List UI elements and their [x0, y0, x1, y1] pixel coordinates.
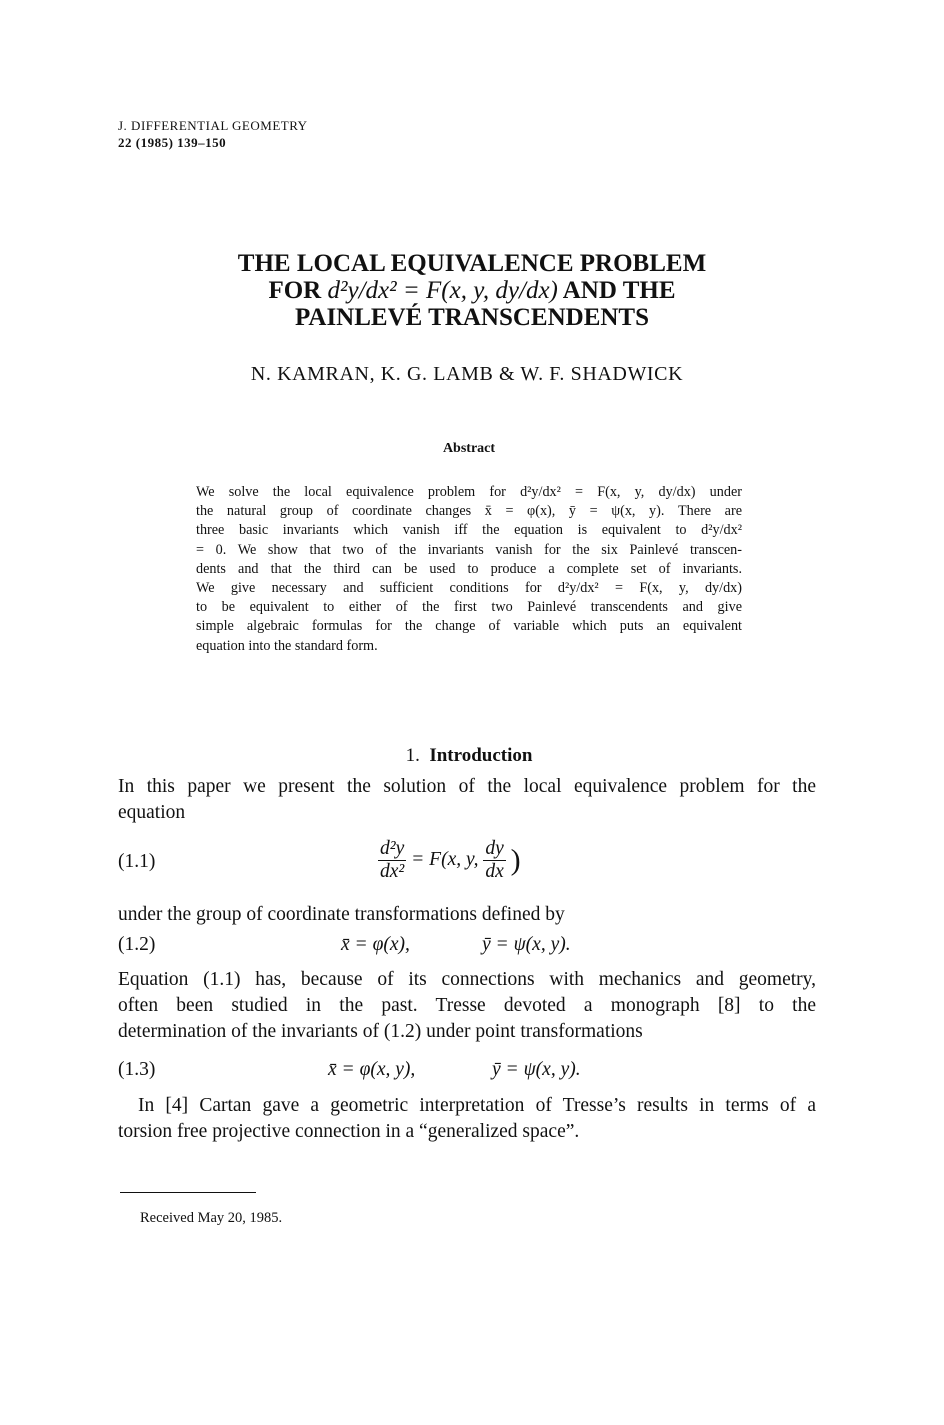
closing-paren: ) — [510, 843, 521, 877]
equation-1-3-part-1: x̄ = φ(x, y), — [328, 1059, 416, 1080]
paragraph-line: In this paper we present the solution of the local equivalence problem for the — [118, 776, 816, 797]
title-line-2-pre: FOR — [268, 277, 328, 304]
journal-volume: 22 (1985) 139–150 — [118, 135, 227, 150]
abstract-line: We solve the local equivalence problem for d²y/dx² = F(x, y, dy/dx) under — [196, 484, 742, 500]
title-line-2 — [0, 277, 944, 304]
equation-1-1 — [378, 838, 521, 883]
fraction-numerator: d²y — [380, 838, 405, 859]
paragraph-line: determination of the invariants of (1.2) under point transformations — [118, 1021, 643, 1042]
paragraph-1 — [118, 774, 816, 826]
fraction-denominator: dx — [485, 861, 504, 882]
paragraph-line: In [4] Cartan gave a geometric interpretation of Tresse’s results in terms of a — [138, 1095, 816, 1116]
section-number: 1. — [405, 745, 420, 766]
paper-title — [0, 250, 944, 331]
paragraph-line: often been studied in the past. Tresse devoted a monograph [8] to the — [118, 995, 816, 1016]
title-line-2-post: AND THE — [557, 277, 676, 304]
footnote: Received May 20, 1985. — [140, 1210, 283, 1226]
abstract-line: simple algebraic formulas for the change of variable which puts an equivalent — [196, 618, 742, 635]
abstract-line: three basic invariants which vanish iff the equation is equivalent to d²y/dx² — [196, 522, 742, 539]
journal-header — [118, 117, 308, 151]
fraction-numerator: dy — [485, 838, 504, 859]
equation-label-1-3: (1.3) — [118, 1059, 156, 1080]
equation-1-2-part-2: ȳ = ψ(x, y). — [482, 934, 571, 955]
equation-1-2-part-1: x̄ = φ(x), — [341, 934, 410, 955]
paragraph-line: under the group of coordinate transformations defined by — [118, 904, 565, 925]
footnote-rule — [120, 1192, 256, 1193]
equation-middle: = F(x, y, — [411, 848, 479, 870]
equation-label-1-1: (1.1) — [118, 851, 156, 872]
abstract-heading: Abstract — [442, 441, 496, 456]
equation-1-3-part-2: ȳ = ψ(x, y). — [492, 1059, 581, 1080]
abstract-line: to be equivalent to either of the first two Painlevé transcendents and give — [196, 599, 742, 616]
abstract-line: the natural group of coordinate changes x̄ = φ(x), ȳ = ψ(x, y). There are — [196, 503, 742, 520]
title-line-3: PAINLEVÉ TRANSCENDENTS — [294, 304, 650, 331]
paragraph-line: Equation (1.1) has, because of its connections with mechanics and geometry, — [118, 969, 816, 990]
authors: N. KAMRAN, K. G. LAMB & W. F. SHADWICK — [250, 363, 684, 385]
section-title: Introduction — [429, 745, 533, 766]
section-heading — [0, 745, 938, 767]
abstract-line: dents and that the third can be used to produce a complete set of invariants. — [196, 560, 742, 577]
paragraph-4 — [118, 1093, 816, 1145]
title-math: d²y/dx² = F(x, y, dy/dx) — [327, 277, 558, 304]
abstract-line: = 0. We show that two of the invariants vanish for the six Painlevé transcen- — [196, 541, 742, 558]
abstract-body — [196, 483, 742, 656]
paragraph-line: equation — [118, 802, 186, 823]
fraction-denominator: dx² — [380, 861, 405, 882]
title-line-1: THE LOCAL EQUIVALENCE PROBLEM — [237, 250, 707, 277]
fraction-dy-dx — [483, 838, 505, 883]
paragraph-line: torsion free projective connection in a “generalized space”. — [118, 1121, 580, 1142]
fraction-d2y-dx2 — [378, 838, 406, 883]
journal-name: J. DIFFERENTIAL GEOMETRY — [118, 118, 308, 133]
abstract-line: equation into the standard form. — [196, 637, 378, 654]
equation-label-1-2: (1.2) — [118, 934, 156, 955]
paragraph-2 — [118, 902, 816, 928]
paragraph-3 — [118, 967, 816, 1045]
abstract-line: We give necessary and sufficient conditions for d²y/dx² = F(x, y, dy/dx) — [196, 580, 742, 597]
